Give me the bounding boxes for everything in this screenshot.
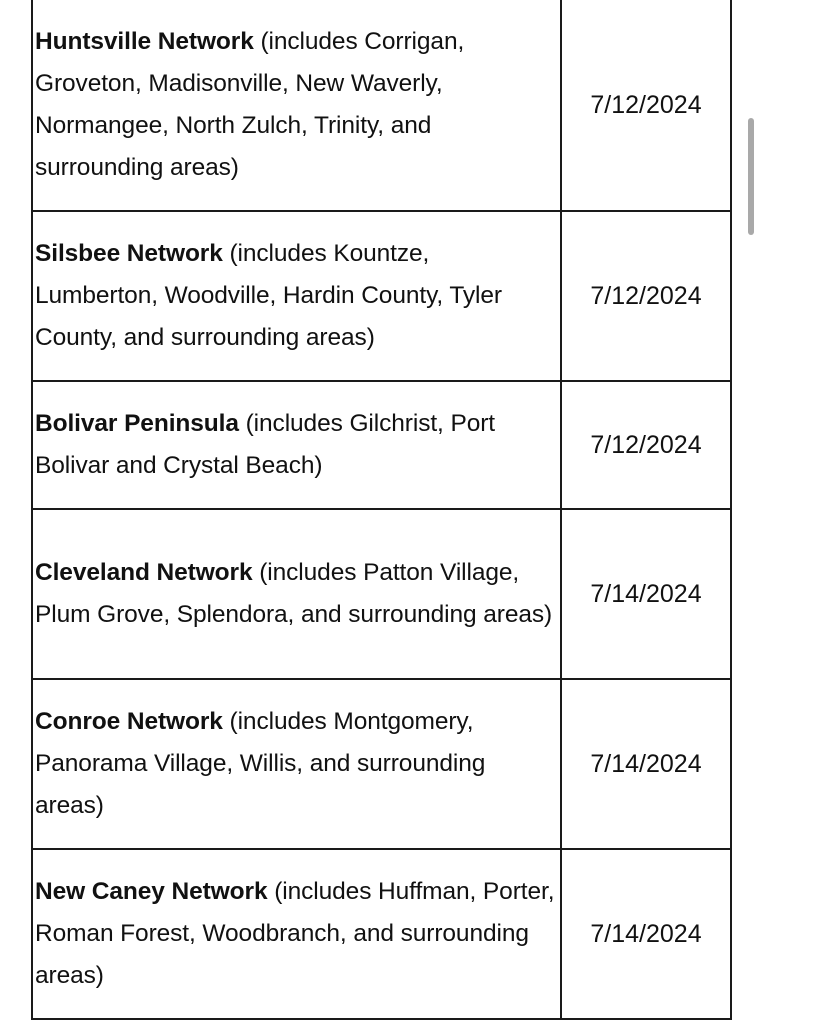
network-areas: (includes Huffman, Porter, Roman Forest, Woodbranch, and surrounding areas) <box>35 878 555 989</box>
date-cell: 7/14/2024 <box>561 679 731 849</box>
table-row <box>32 679 731 849</box>
area-cell <box>32 509 561 679</box>
area-cell <box>32 381 561 509</box>
network-areas: (includes Gilchrist, Port Bolivar and Crystal Beach) <box>35 410 495 479</box>
date-cell: 7/14/2024 <box>561 509 731 679</box>
table-row <box>32 381 731 509</box>
network-name: Cleveland Network <box>35 559 253 586</box>
restoration-table <box>31 0 732 1020</box>
table-row <box>32 0 731 211</box>
network-name: Huntsville Network <box>35 28 254 55</box>
table-row <box>32 509 731 679</box>
date-cell: 7/12/2024 <box>561 381 731 509</box>
area-cell <box>32 679 561 849</box>
network-areas: (includes Corrigan, Groveton, Madisonville, New Waverly, Normangee, North Zulch, Trinity, and surrounding areas) <box>35 28 465 181</box>
date-cell: 7/14/2024 <box>561 849 731 1019</box>
date-cell: 7/12/2024 <box>561 0 731 211</box>
network-areas: (includes Montgomery, Panorama Village, Willis, and surrounding areas) <box>35 708 486 819</box>
network-areas: (includes Patton Village, Plum Grove, Splendora, and surrounding areas) <box>35 559 553 628</box>
area-cell <box>32 849 561 1019</box>
network-name: Bolivar Peninsula <box>35 410 239 437</box>
table-row <box>32 849 731 1019</box>
network-name: New Caney Network <box>35 878 268 905</box>
area-cell <box>32 0 561 211</box>
date-cell: 7/12/2024 <box>561 211 731 381</box>
table-row <box>32 211 731 381</box>
scrollbar-thumb[interactable] <box>748 118 754 235</box>
network-name: Conroe Network <box>35 708 223 735</box>
network-name: Silsbee Network <box>35 240 223 267</box>
network-areas: (includes Kountze, Lumberton, Woodville, Hardin County, Tyler County, and surrounding areas) <box>35 240 502 351</box>
area-cell <box>32 211 561 381</box>
